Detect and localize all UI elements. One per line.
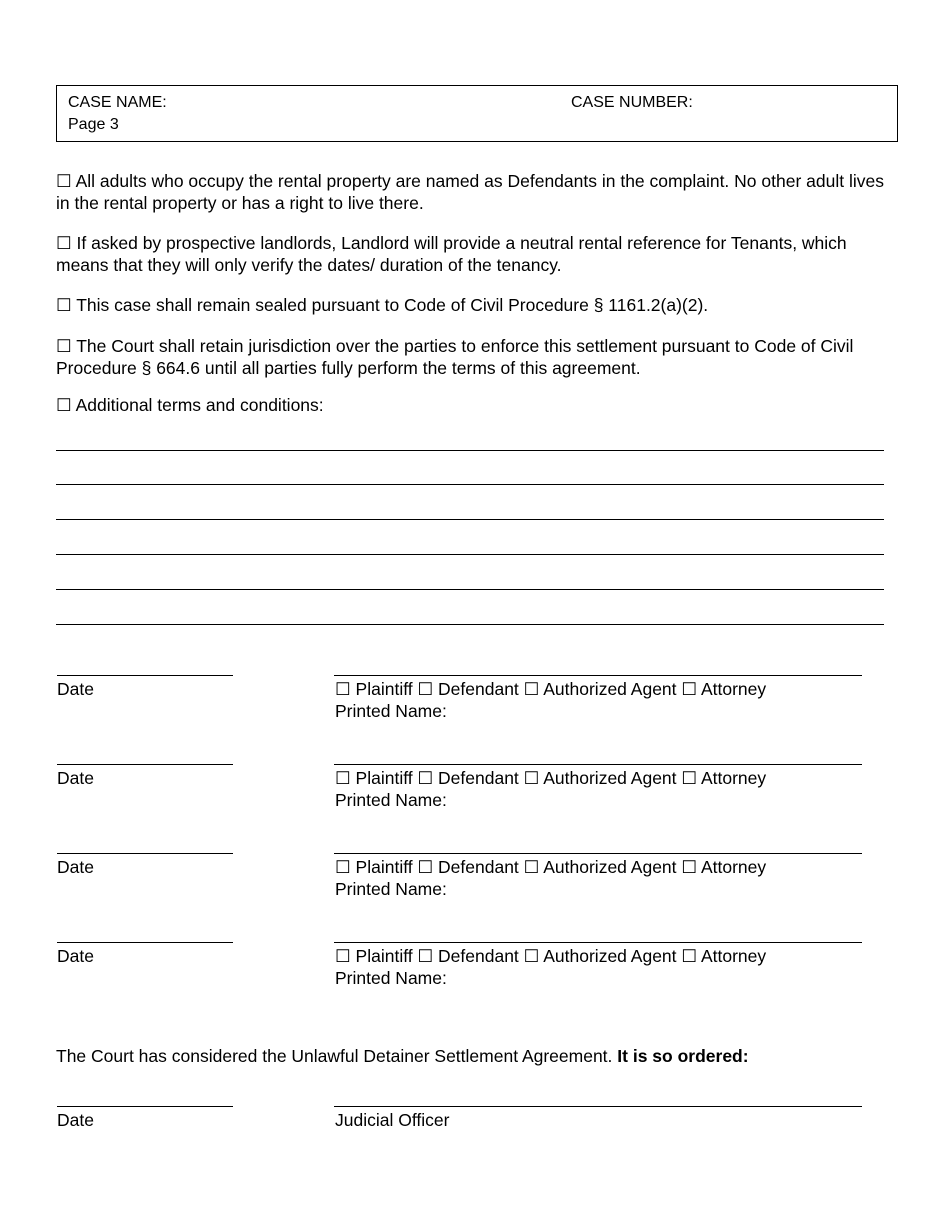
name-signature-line[interactable] [334,764,862,765]
case-name-label: CASE NAME: [68,94,167,111]
so-ordered-text: It is so ordered: [617,1046,749,1066]
additional-terms-line[interactable] [56,589,884,590]
case-number-label: CASE NUMBER: [571,94,693,111]
party-role-checkboxes[interactable]: ☐ Plaintiff ☐ Defendant ☐ Authorized Agent ☐ Attorney [335,679,767,699]
date-signature-line[interactable] [57,675,233,676]
date-label: Date [57,857,94,877]
judicial-officer-line[interactable] [334,1106,862,1107]
party-role-checkboxes[interactable]: ☐ Plaintiff ☐ Defendant ☐ Authorized Agent ☐ Attorney [335,946,767,966]
term-court-jurisdiction: ☐ The Court shall retain jurisdiction over the parties to enforce this settlement pursuant to Code of Civil Procedure § 664.6 until all parties fully perform the terms of this agreement. [56,336,854,378]
judicial-officer-label: Judicial Officer [335,1110,450,1130]
date-label: Date [57,679,94,699]
date-label: Date [57,946,94,966]
additional-terms-line[interactable] [56,519,884,520]
case-header [56,85,898,142]
additional-terms-line[interactable] [56,450,884,451]
date-signature-line[interactable] [57,764,233,765]
party-role-checkboxes[interactable]: ☐ Plaintiff ☐ Defendant ☐ Authorized Agent ☐ Attorney [335,857,767,877]
court-order-text: The Court has considered the Unlawful Detainer Settlement Agreement. [56,1046,613,1066]
additional-terms-line[interactable] [56,484,884,485]
page-number: Page 3 [68,116,119,133]
printed-name-label: Printed Name: [335,701,447,721]
printed-name-label: Printed Name: [335,968,447,988]
additional-terms-line[interactable] [56,554,884,555]
term-additional-label: ☐ Additional terms and conditions: [56,395,324,415]
court-date-label: Date [57,1110,94,1130]
party-role-checkboxes[interactable]: ☐ Plaintiff ☐ Defendant ☐ Authorized Agent ☐ Attorney [335,768,767,788]
court-order-statement [56,1046,749,1067]
court-date-line[interactable] [57,1106,233,1107]
name-signature-line[interactable] [334,853,862,854]
date-label: Date [57,768,94,788]
term-neutral-reference: ☐ If asked by prospective landlords, Landlord will provide a neutral rental reference for Tenants, which means that they will only verify the dates/ duration of the tenancy. [56,233,847,275]
name-signature-line[interactable] [334,942,862,943]
term-adults-named: ☐ All adults who occupy the rental property are named as Defendants in the complaint. No other adult lives in the rental property or has a right to live there. [56,171,884,213]
name-signature-line[interactable] [334,675,862,676]
term-case-sealed: ☐ This case shall remain sealed pursuant to Code of Civil Procedure § 1161.2(a)(2). [56,295,709,315]
date-signature-line[interactable] [57,853,233,854]
printed-name-label: Printed Name: [335,879,447,899]
date-signature-line[interactable] [57,942,233,943]
additional-terms-line[interactable] [56,624,884,625]
printed-name-label: Printed Name: [335,790,447,810]
